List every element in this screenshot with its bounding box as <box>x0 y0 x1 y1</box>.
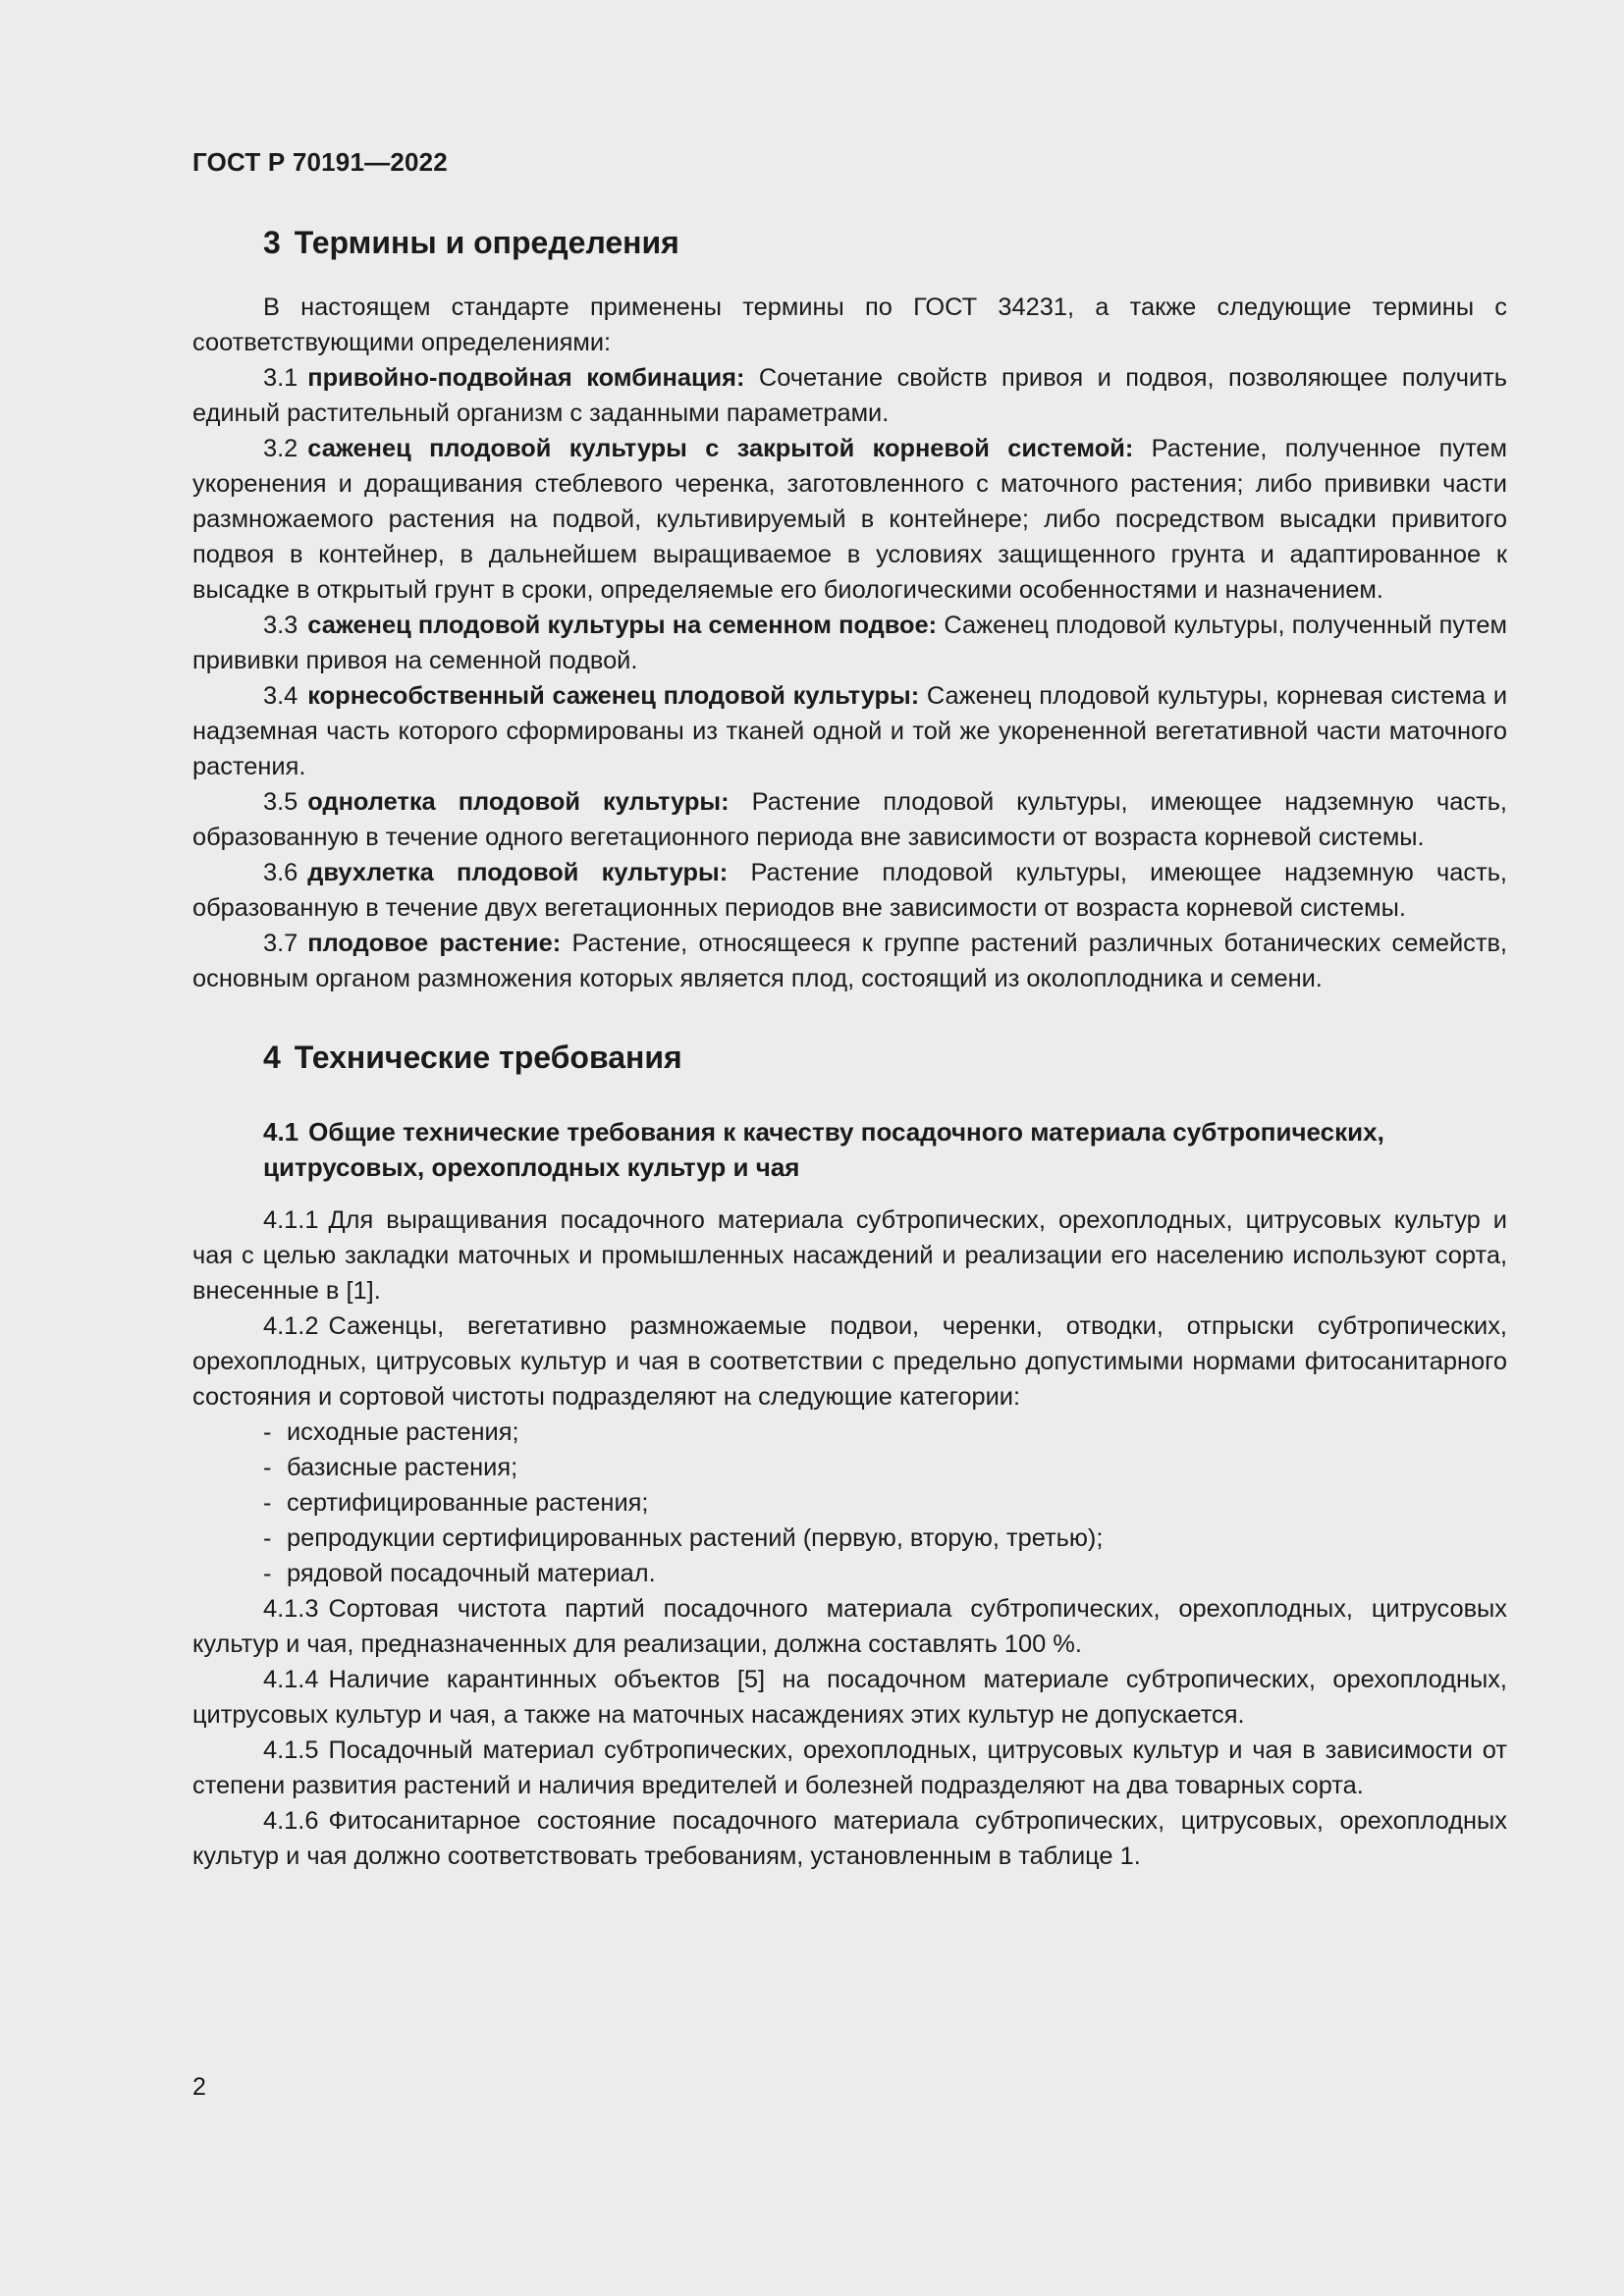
paragraph-number: 4.1.5 <box>263 1736 319 1764</box>
term-number: 3.7 <box>263 930 298 957</box>
paragraph-text: Посадочный материал субтропических, орехоплодных, цитрусовых культур и чая в зависимости от степени развития растений и наличия вредителей и болезней подразделяют на два товарных сорта. <box>192 1736 1507 1799</box>
term-3-3 <box>192 608 1507 678</box>
list-item: - сертифицированные растения; <box>263 1489 649 1517</box>
term-3-4 <box>192 678 1507 784</box>
list-item: - базисные растения; <box>263 1454 518 1481</box>
paragraph-text: Наличие карантинных объектов [5] на посадочном материале субтропических, орехоплодных, цитрусовых культур и чая, а также на маточных насаждениях этих культур не допускается. <box>192 1666 1507 1729</box>
page-number: 2 <box>192 2073 206 2101</box>
section-number: 4 <box>263 1040 281 1075</box>
paragraph-4-1-4 <box>192 1662 1507 1733</box>
section-3-intro: В настоящем стандарте применены термины по ГОСТ 34231, а также следующие термины с соответствующими определениями: <box>192 294 1507 356</box>
list-item-text: сертифицированные растения; <box>287 1489 649 1517</box>
paragraph-text: Фитосанитарное состояние посадочного материала субтропических, цитрусовых, орехоплодных культур и чая должно соответствовать требованиям, установленным в таблице 1. <box>192 1807 1507 1870</box>
subsection-4-1-heading <box>263 1114 1507 1185</box>
section-3-heading <box>192 221 1507 264</box>
term-definition: Растение плодовой культуры, имеющее надземную часть, образованную в течение одного вегетационного периода вне зависимости от возраста корневой системы. <box>192 788 1507 851</box>
term-3-6 <box>192 855 1507 926</box>
term-3-7 <box>192 926 1507 996</box>
paragraph-4-1-3 <box>192 1591 1507 1662</box>
term-3-1 <box>192 360 1507 431</box>
paragraph-4-1-6 <box>192 1803 1507 1874</box>
section-title: Термины и определения <box>294 225 679 260</box>
term-number: 3.2 <box>263 435 298 462</box>
standard-header: ГОСТ Р 70191—2022 <box>192 147 448 177</box>
term-definition: Растение, относящееся к группе растений различных ботанических семейств, основным органом размножения которых является плод, состоящий из околоплодника и семени. <box>192 930 1507 992</box>
paragraph-number: 4.1.6 <box>263 1807 319 1835</box>
paragraph-4-1-1 <box>192 1202 1507 1308</box>
paragraph-4-1-5 <box>192 1733 1507 1803</box>
term-number: 3.1 <box>263 364 298 392</box>
term-3-5 <box>192 784 1507 855</box>
list-item-text: исходные растения; <box>287 1418 519 1446</box>
section-title: Технические требования <box>294 1040 682 1075</box>
term-name: корнесобственный саженец плодовой культуры: <box>307 682 920 710</box>
term-number: 3.3 <box>263 612 298 639</box>
paragraph-number: 4.1.4 <box>263 1666 319 1693</box>
paragraph-text: Сортовая чистота партий посадочного материала субтропических, орехоплодных, цитрусовых культур и чая, предназначенных для реализации, должна составлять 100 %. <box>192 1595 1507 1658</box>
list-item: - исходные растения; <box>263 1418 519 1446</box>
term-name: однолетка плодовой культуры: <box>307 788 730 816</box>
document-body <box>192 221 1507 1874</box>
list-item: - репродукции сертифицированных растений (первую, вторую, третью); <box>263 1524 1104 1552</box>
term-name: плодовое растение: <box>307 930 562 957</box>
term-name: привойно-подвойная комбинация: <box>307 364 745 392</box>
list-item-text: репродукции сертифицированных растений (первую, вторую, третью); <box>287 1524 1104 1552</box>
subsection-title: Общие технические требования к качеству посадочного материала субтропических, цитрусовых, орехоплодных культур и чая <box>263 1117 1384 1182</box>
term-3-2 <box>192 431 1507 608</box>
paragraph-text: Для выращивания посадочного материала субтропических, орехоплодных, цитрусовых культур и чая с целью закладки маточных и промышленных насаждений и реализации его населению используют сорта, внесенные в [1]. <box>192 1206 1507 1305</box>
paragraph-text: Саженцы, вегетативно размножаемые подвои, черенки, отводки, отпрыски субтропических, орехоплодных, цитрусовых культур и чая в соответствии с предельно допустимыми нормами фитосанитарного состояния и сортовой чистоты подразделяют на следующие категории: <box>192 1312 1507 1411</box>
subsection-number: 4.1 <box>263 1117 299 1147</box>
term-number: 3.5 <box>263 788 298 816</box>
term-name: двухлетка плодовой культуры: <box>307 859 729 886</box>
term-number: 3.4 <box>263 682 298 710</box>
paragraph-4-1-2 <box>192 1308 1507 1415</box>
list-item-text: рядовой посадочный материал. <box>287 1560 656 1587</box>
list-item-text: базисные растения; <box>287 1454 518 1481</box>
term-name: саженец плодовой культуры на семенном подвое: <box>307 612 938 639</box>
paragraph-number: 4.1.2 <box>263 1312 319 1340</box>
term-name: саженец плодовой культуры с закрытой корневой системой: <box>307 435 1134 462</box>
term-number: 3.6 <box>263 859 298 886</box>
term-definition: Растение, полученное путем укоренения и доращивания стеблевого черенка, заготовленного с маточного растения; либо прививки части размножаемого растения на подвой, культивируемый в контейнере; либо посредством высадки привитого подвоя в контейнер, в дальнейшем выращиваемое в условиях защищенного грунта и адаптированное к высадке в открытый грунт в сроки, определяемые его биологическими особенностями и назначением. <box>192 435 1507 604</box>
paragraph-number: 4.1.1 <box>263 1206 319 1234</box>
list-item: - рядовой посадочный материал. <box>263 1560 656 1587</box>
term-definition: Саженец плодовой культуры, корневая система и надземная часть которого сформированы из тканей одной и той же укорененной вегетативной части маточного растения. <box>192 682 1508 780</box>
term-definition: Сочетание свойств привоя и подвоя, позволяющее получить единый растительный организм с заданными параметрами. <box>192 364 1507 427</box>
paragraph-number: 4.1.3 <box>263 1595 319 1623</box>
section-4-heading <box>192 1036 1507 1079</box>
term-definition: Растение плодовой культуры, имеющее надземную часть, образованную в течение двух вегетационных периодов вне зависимости от возраста корневой системы. <box>192 859 1507 922</box>
term-definition: Саженец плодовой культуры, полученный путем прививки привоя на семенной подвой. <box>192 612 1507 674</box>
section-number: 3 <box>263 225 281 260</box>
category-list <box>192 1415 1507 1591</box>
